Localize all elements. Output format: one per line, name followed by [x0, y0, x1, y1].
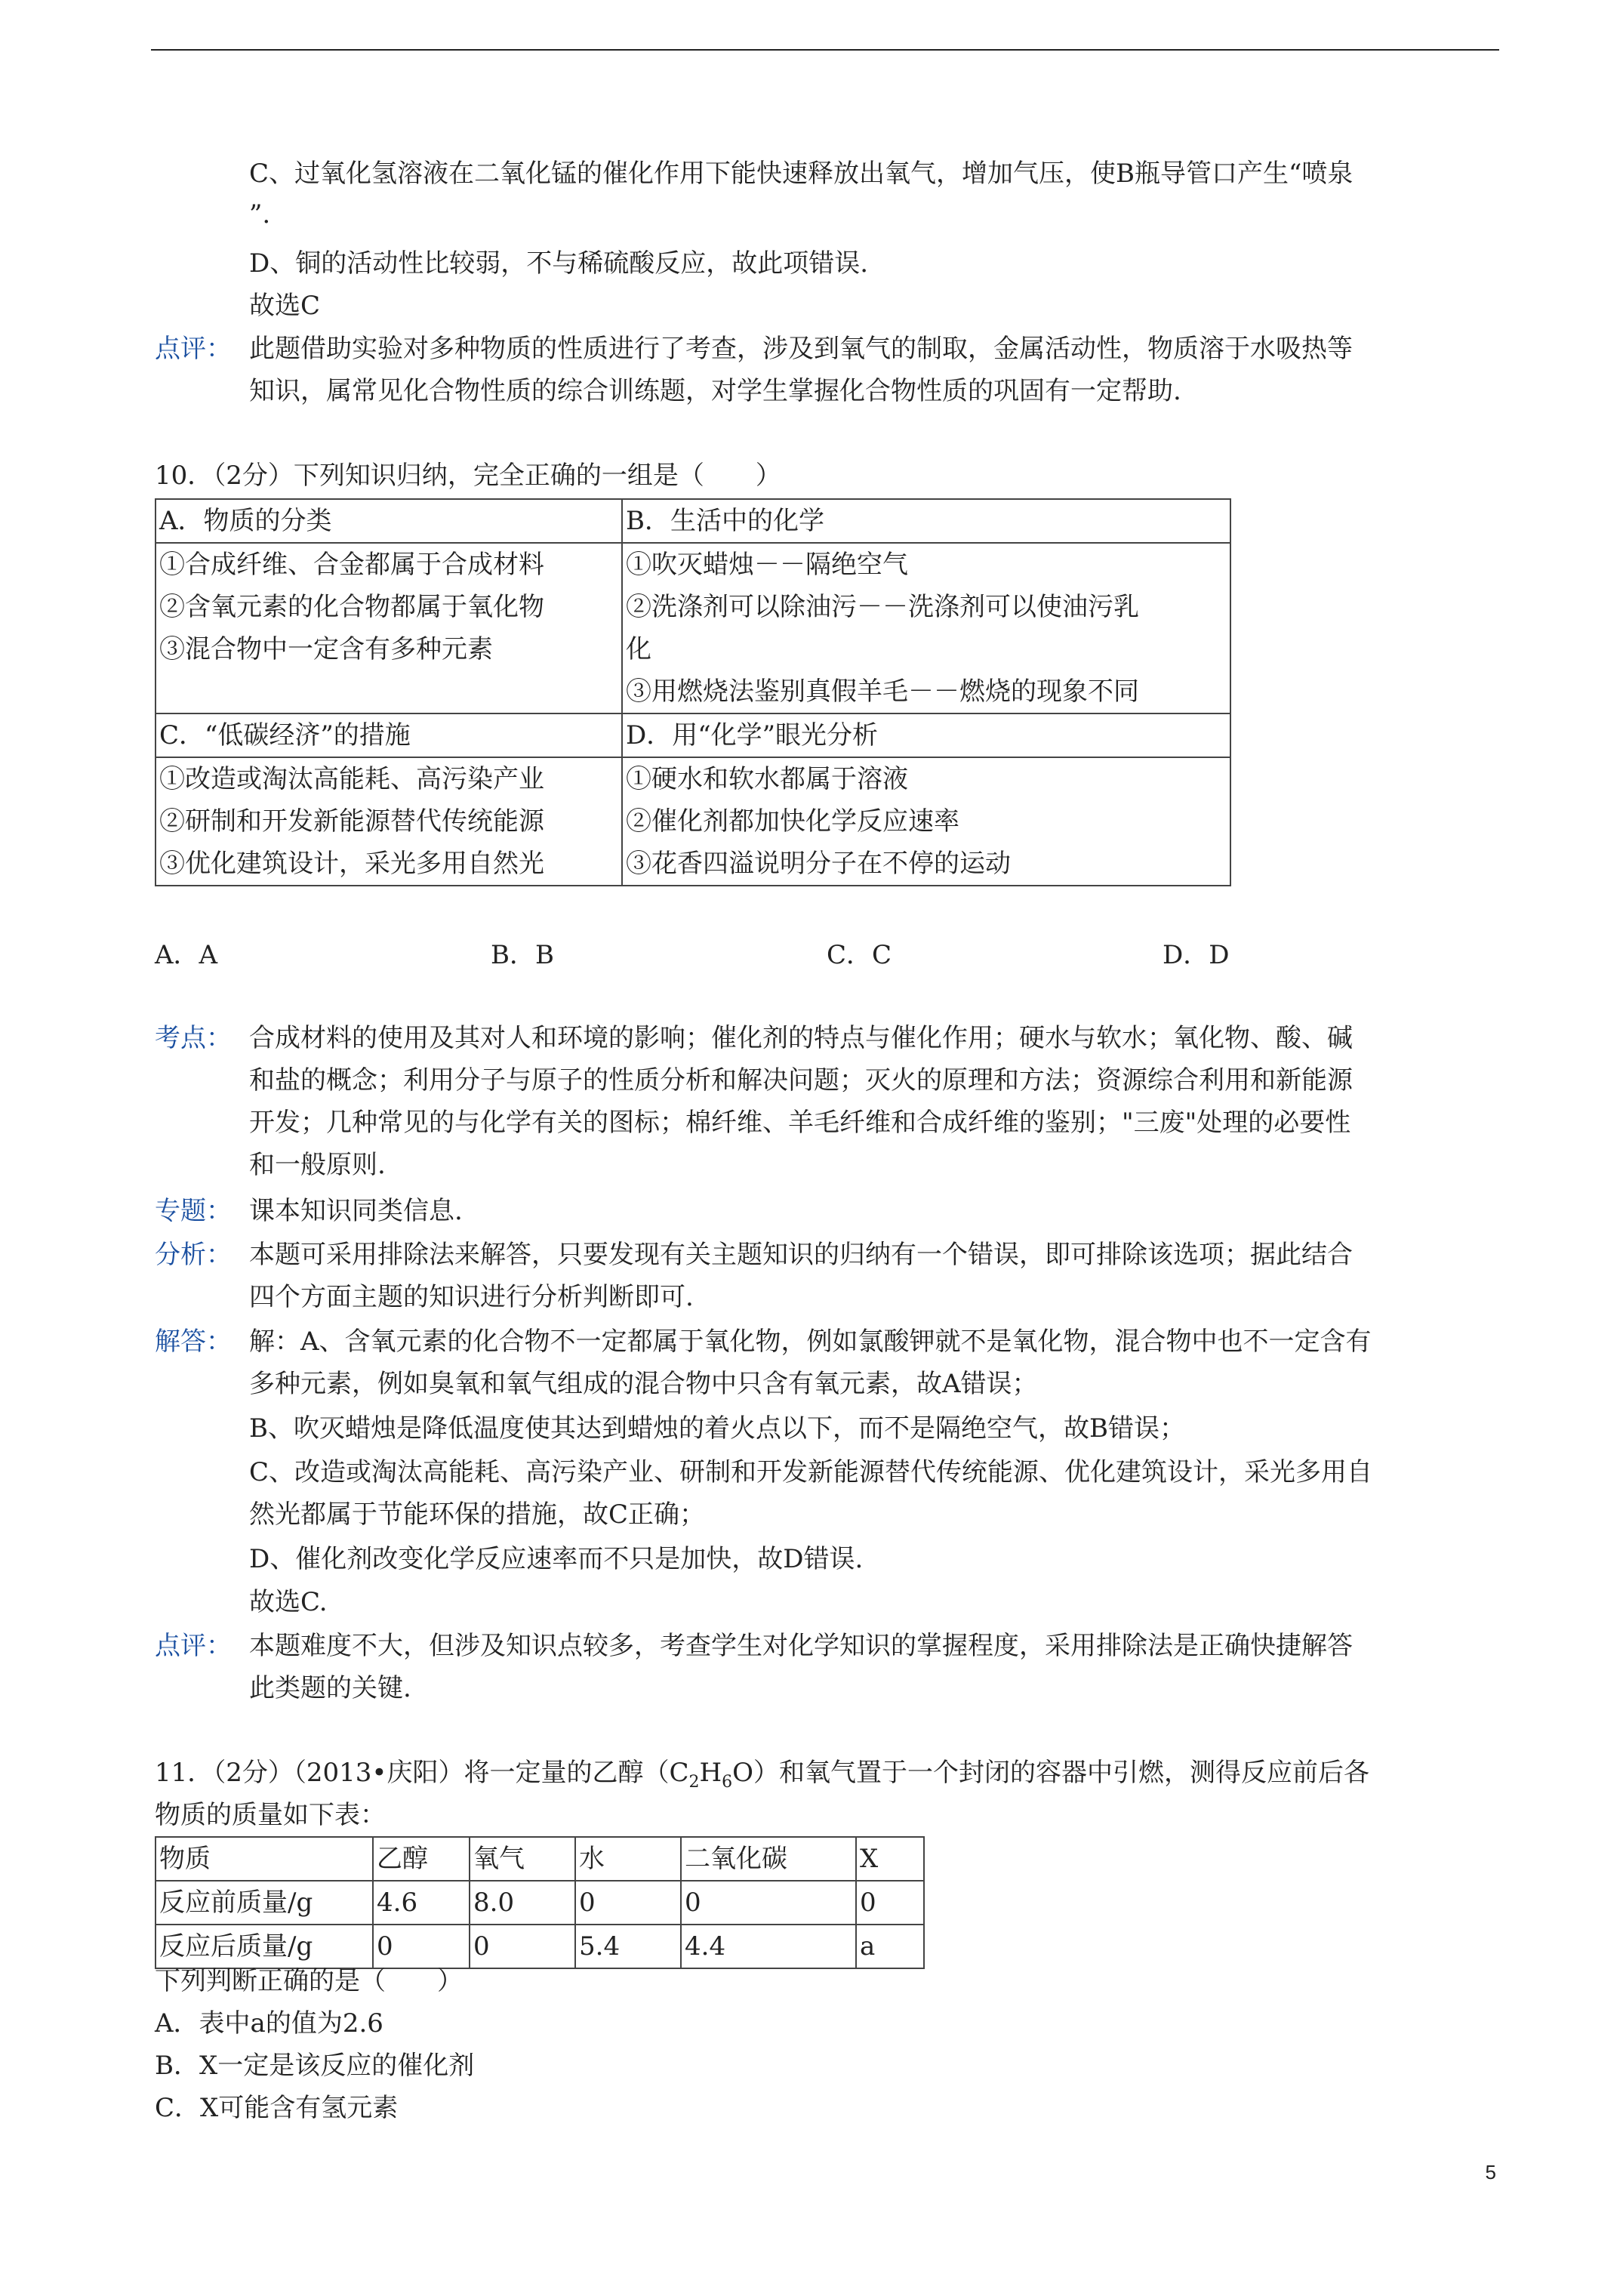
q10-a-item-2: ②含氧元素的化合物都属于氧化物 [159, 592, 544, 622]
q10-jieda-line-3: B、吹灭蜡烛是降低温度使其达到蜡烛的着火点以下，而不是隔绝空气，故B错误； [249, 1413, 1185, 1444]
q10-option-b: B．B [491, 940, 554, 970]
q10-cell-d-head: D．用“化学”眼光分析 [622, 713, 1230, 757]
q11-row2-water: 5.4 [575, 1925, 681, 1968]
q11-stem-part-2: H [699, 1758, 722, 1788]
q10-b-item-2-cont: 化 [626, 634, 651, 664]
q10-cell-a-items [156, 543, 622, 713]
q10-cell-c-head: C．“低碳经济”的措施 [156, 713, 622, 757]
q11-row1-ethanol: 4.6 [373, 1881, 470, 1925]
q10-kaodian-line-4: 和一般原则. [249, 1150, 386, 1180]
q11-row1-co2: 0 [681, 1881, 856, 1925]
q10-jieda-line-4: C、改造或淘汰高能耗、高污染产业、研制和开发新能源替代传统能源、优化建筑设计，采光多用自 [249, 1457, 1373, 1487]
q11-stem-line-2: 物质的质量如下表： [155, 1800, 386, 1830]
q11-th-oxygen: 氧气 [470, 1837, 575, 1881]
prev-line-d: D、铜的活动性比较弱，不与稀硫酸反应，故此项错误. [249, 248, 869, 279]
q11-row1-label: 反应前质量/g [156, 1881, 373, 1925]
q10-kaodian-line-3: 开发；几种常见的与化学有关的图标；棉纤维、羊毛纤维和合成纤维的鉴别；"三废"处理的必要性 [249, 1108, 1351, 1138]
q10-zhuanti-label: 专题： [155, 1196, 232, 1226]
q11-row1-oxygen: 8.0 [470, 1881, 575, 1925]
q11-th-substance: 物质 [156, 1837, 373, 1881]
q11-sub-1: 2 [688, 1772, 700, 1792]
q11-th-ethanol: 乙醇 [373, 1837, 470, 1881]
q10-jieda-line-5: 然光都属于节能环保的措施，故C正确； [249, 1499, 706, 1530]
prev-answer: 故选C [249, 291, 321, 321]
q11-row1-water: 0 [575, 1881, 681, 1925]
q10-jieda-line-7: 故选C. [249, 1587, 328, 1617]
q11-row2-oxygen: 0 [470, 1925, 575, 1968]
q10-kaodian-line-1: 合成材料的使用及其对人和环境的影响；催化剂的特点与催化作用；硬水与软水；氧化物、酸、碱 [249, 1023, 1353, 1053]
q11-row2-ethanol: 0 [373, 1925, 470, 1968]
q11-mass-table [155, 1836, 925, 1969]
q11-stem-part-3: O）和氧气置于一个封闭的容器中引燃，测得反应前后各 [732, 1758, 1370, 1788]
q10-c-item-2: ②研制和开发新能源替代传统能源 [159, 806, 544, 837]
q10-dianping-label: 点评： [155, 1631, 232, 1661]
q10-b-item-2: ②洗涤剂可以除油污－－洗涤剂可以使油污乳 [626, 592, 1139, 622]
prev-line-c-cont: ”. [249, 199, 271, 230]
q10-cell-b-head: B．生活中的化学 [622, 499, 1230, 543]
q10-fenxi-line-1: 本题可采用排除法来解答，只要发现有关主题知识的归纳有一个错误，即可排除该选项；据此结合 [249, 1240, 1353, 1270]
q10-fenxi-line-2: 四个方面主题的知识进行分析判断即可. [249, 1282, 694, 1312]
q10-jieda-label: 解答： [155, 1327, 232, 1357]
q11-row2-co2: 4.4 [681, 1925, 856, 1968]
q10-kaodian-label: 考点： [155, 1023, 232, 1053]
q10-cell-d-items [622, 757, 1230, 886]
q10-kaodian-line-2: 和盐的概念；利用分子与原子的性质分析和解决问题；灭火的原理和方法；资源综合利用和新能源 [249, 1065, 1353, 1096]
q10-c-item-1: ①改造或淘汰高能耗、高污染产业 [159, 764, 544, 794]
q10-option-d: D．D [1163, 940, 1230, 970]
q11-row1-x: 0 [856, 1881, 924, 1925]
q10-b-item-1: ①吹灭蜡烛－－隔绝空气 [626, 550, 908, 580]
q10-jieda-line-6: D、催化剂改变化学反应速率而不只是加快，故D错误. [249, 1544, 864, 1574]
q10-dianping-line-2: 此类题的关键. [249, 1673, 411, 1703]
q10-a-item-1: ①合成纤维、合金都属于合成材料 [159, 550, 544, 580]
q10-jieda-line-1: 解：A、含氧元素的化合物不一定都属于氧化物，例如氯酸钾就不是氧化物，混合物中也不一定含有 [249, 1327, 1372, 1357]
q10-d-item-1: ①硬水和软水都属于溶液 [626, 764, 908, 794]
prev-comment-label: 点评： [155, 334, 232, 364]
q10-dianping-line-1: 本题难度不大，但涉及知识点较多，考查学生对化学知识的掌握程度，采用排除法是正确快捷解答 [249, 1631, 1353, 1661]
q11-th-co2: 二氧化碳 [681, 1837, 856, 1881]
prev-comment-line-1: 此题借助实验对多种物质的性质进行了考查，涉及到氧气的制取，金属活动性，物质溶于水吸热等 [249, 334, 1353, 364]
header-rule [151, 49, 1499, 51]
q10-stem: 10．（2分）下列知识归纳，完全正确的一组是（ ） [155, 461, 781, 491]
q10-fenxi-label: 分析： [155, 1240, 232, 1270]
q10-c-item-3: ③优化建筑设计，采光多用自然光 [159, 849, 544, 879]
q10-table [155, 498, 1231, 886]
prev-comment-line-2: 知识，属常见化合物性质的综合训练题，对学生掌握化合物性质的巩固有一定帮助. [249, 376, 1181, 406]
q11-option-c: C．X可能含有氢元素 [155, 2093, 399, 2123]
q11-th-x: X [856, 1837, 924, 1881]
page-number: 5 [1485, 2161, 1496, 2184]
q10-option-a: A．A [155, 940, 218, 970]
q10-option-c: C．C [827, 940, 892, 970]
prev-line-c: C、过氧化氢溶液在二氧化锰的催化作用下能快速释放出氧气，增加气压，使B瓶导管口产生“喷泉 [249, 159, 1354, 189]
q10-jieda-line-2: 多种元素，例如臭氧和氧气组成的混合物中只含有氧元素，故A错误； [249, 1369, 1038, 1399]
q11-stem-part-1: 11．（2分）（2013•庆阳）将一定量的乙醇（C [155, 1758, 689, 1788]
q10-cell-b-items [622, 543, 1230, 713]
q11-row2-x: a [856, 1925, 924, 1968]
q10-zhuanti-text: 课本知识同类信息. [249, 1196, 463, 1226]
q10-cell-c-items [156, 757, 622, 886]
q10-b-item-3: ③用燃烧法鉴别真假羊毛－－燃烧的现象不同 [626, 676, 1139, 707]
q10-cell-a-head: A．物质的分类 [156, 499, 622, 543]
q10-a-item-3: ③混合物中一定含有多种元素 [159, 634, 493, 664]
q11-sub-2: 6 [722, 1772, 733, 1792]
q10-d-item-3: ③花香四溢说明分子在不停的运动 [626, 849, 1011, 879]
q11-option-b: B．X一定是该反应的催化剂 [155, 2051, 475, 2081]
q11-option-a: A．表中a的值为2.6 [155, 2008, 383, 2039]
q11-ask: 下列判断正确的是（ ） [155, 1966, 463, 1996]
q11-row2-label: 反应后质量/g [156, 1925, 373, 1968]
q11-stem-line-1 [155, 1758, 1369, 1798]
q10-d-item-2: ②催化剂都加快化学反应速率 [626, 806, 959, 837]
q11-th-water: 水 [575, 1837, 681, 1881]
